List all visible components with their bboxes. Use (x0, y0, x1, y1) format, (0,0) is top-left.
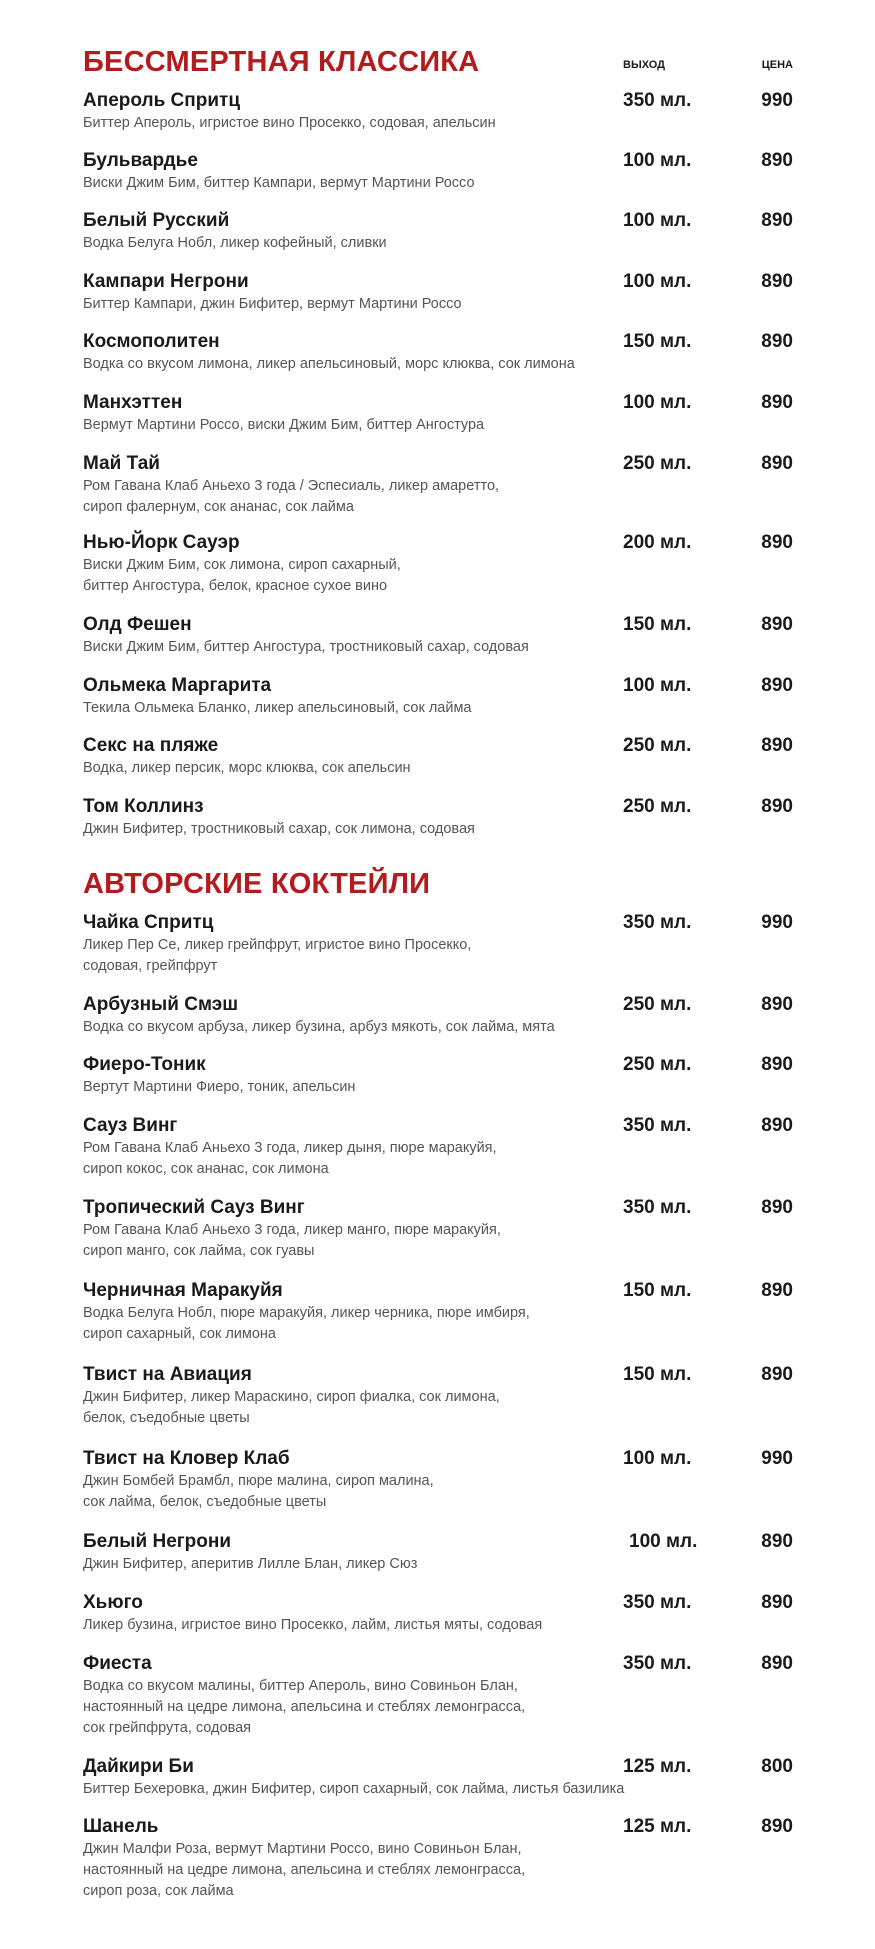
item-description: Вертут Мартини Фиеро, тоник, апельсин (83, 1079, 356, 1095)
item-price: 890 (761, 735, 793, 756)
item-description: Водка со вкусом лимона, ликер апельсиновый, морс клюква, сок лимона (83, 356, 575, 372)
item-price: 890 (761, 453, 793, 474)
item-price: 890 (761, 1592, 793, 1613)
item-price: 890 (761, 1364, 793, 1385)
menu-item (83, 674, 793, 719)
item-volume: 250 мл. (623, 1054, 692, 1075)
item-price: 800 (761, 1756, 793, 1777)
item-name: Манхэттен (83, 392, 183, 413)
item-price: 890 (761, 994, 793, 1015)
item-volume: 100 мл. (623, 271, 692, 292)
item-price: 890 (761, 614, 793, 635)
item-name: Фиеро-Тоник (83, 1054, 206, 1075)
item-description: Водка Белуга Нобл, ликер кофейный, сливки (83, 235, 387, 251)
item-name: Нью-Йорк Сауэр (83, 532, 240, 553)
menu-item (83, 270, 793, 315)
item-description: Биттер Бехеровка, джин Бифитер, сироп сахарный, сок лайма, листья базилика (83, 1781, 625, 1797)
item-description: Ром Гавана Клаб Аньехо 3 года, ликер манго, пюре маракуйя, сироп манго, сок лайма, сок гуавы (83, 1222, 501, 1259)
menu-item (83, 1815, 793, 1902)
menu-item (83, 1053, 793, 1098)
item-name: Май Тай (83, 453, 160, 474)
menu-item (83, 911, 793, 977)
item-description: Виски Джим Бим, сок лимона, сироп сахарный, биттер Ангостура, белок, красное сухое вино (83, 557, 401, 594)
item-name: Сауз Винг (83, 1115, 178, 1136)
section-signature (83, 866, 793, 1899)
item-volume: 150 мл. (623, 331, 692, 352)
item-name: Кампари Негрони (83, 271, 249, 292)
section-title: АВТОРСКИЕ КОКТЕЙЛИ (83, 868, 431, 900)
item-description: Ром Гавана Клаб Аньехо 3 года, ликер дыня, пюре маракуйя, сироп кокос, сок ананас, сок лимона (83, 1140, 497, 1177)
item-volume: 150 мл. (623, 1364, 692, 1385)
section-title: БЕССМЕРТНАЯ КЛАССИКА (83, 46, 480, 78)
item-name: Твист на Кловер Клаб (83, 1448, 290, 1469)
item-description: Текила Ольмека Бланко, ликер апельсиновый, сок лайма (83, 700, 472, 716)
menu-item (83, 734, 793, 779)
column-price-label: ЦЕНА (761, 59, 793, 71)
item-name: Том Коллинз (83, 796, 204, 817)
item-description: Виски Джим Бим, биттер Ангостура, тростниковый сахар, содовая (83, 639, 529, 655)
item-volume: 350 мл. (623, 1592, 692, 1613)
item-volume: 125 мл. (623, 1816, 692, 1837)
item-volume: 100 мл. (623, 392, 692, 413)
item-price: 890 (761, 796, 793, 817)
item-description: Джин Малфи Роза, вермут Мартини Россо, вино Совиньон Блан, настоянный на цедре лимона, апельсина и стеблях лемонграсса, сироп роза, сок лайма (83, 1841, 526, 1899)
item-price: 890 (761, 1816, 793, 1837)
item-name: Белый Русский (83, 210, 230, 231)
item-description: Биттер Кампари, джин Бифитер, вермут Мартини Россо (83, 296, 462, 312)
item-price: 890 (761, 331, 793, 352)
section-classic (83, 44, 793, 837)
column-volume-label: ВЫХОД (623, 59, 666, 71)
item-volume: 250 мл. (623, 453, 692, 474)
item-description: Биттер Апероль, игристое вино Просекко, содовая, апельсин (83, 115, 496, 131)
item-volume: 100 мл. (623, 150, 692, 171)
menu-item (83, 1196, 793, 1262)
item-price: 890 (761, 210, 793, 231)
item-description: Вермут Мартини Россо, виски Джим Бим, биттер Ангостура (83, 417, 485, 433)
menu-item (83, 531, 793, 597)
item-name: Белый Негрони (83, 1531, 232, 1552)
menu-item (83, 1530, 793, 1575)
item-name: Бульвардье (83, 150, 198, 171)
menu-item (83, 1447, 793, 1513)
item-price: 890 (761, 532, 793, 553)
item-price: 890 (761, 1054, 793, 1075)
item-name: Дайкири Би (83, 1756, 194, 1777)
item-name: Ольмека Маргарита (83, 675, 272, 696)
item-name: Фиеста (83, 1653, 152, 1674)
item-description: Водка со вкусом арбуза, ликер бузина, арбуз мякоть, сок лайма, мята (83, 1019, 555, 1035)
menu-item (83, 1652, 793, 1739)
item-price: 890 (761, 392, 793, 413)
item-price: 890 (761, 1653, 793, 1674)
item-price: 890 (761, 1197, 793, 1218)
item-description: Джин Бифитер, ликер Мараскино, сироп фиалка, сок лимона, белок, съедобные цветы (83, 1389, 500, 1426)
item-volume: 150 мл. (623, 614, 692, 635)
item-volume: 350 мл. (623, 90, 692, 111)
menu-item (83, 149, 793, 194)
menu-item (83, 209, 793, 254)
item-description: Виски Джим Бим, биттер Кампари, вермут Мартини Россо (83, 175, 475, 191)
item-volume: 350 мл. (623, 1115, 692, 1136)
item-volume: 250 мл. (623, 735, 692, 756)
item-price: 890 (761, 1115, 793, 1136)
item-name: Апероль Спритц (83, 90, 241, 111)
item-name: Твист на Авиация (83, 1364, 252, 1385)
item-description: Джин Бифитер, тростниковый сахар, сок лимона, содовая (83, 821, 475, 837)
item-price: 890 (761, 271, 793, 292)
item-description: Ром Гавана Клаб Аньехо 3 года / Эспесиаль, ликер амаретто, сироп фалернум, сок ананас, сок лайма (83, 478, 500, 515)
item-price: 990 (761, 1448, 793, 1469)
section-header (83, 866, 793, 906)
menu-item (83, 330, 793, 375)
item-description: Джин Бифитер, аперитив Лилле Блан, ликер Сюз (83, 1556, 418, 1572)
item-name: Чайка Спритц (83, 912, 214, 933)
item-volume: 200 мл. (623, 532, 692, 553)
item-name: Черничная Маракуйя (83, 1280, 283, 1301)
item-name: Секс на пляже (83, 735, 219, 756)
menu-item (83, 795, 793, 840)
item-description: Ликер бузина, игристое вино Просекко, лайм, листья мяты, содовая (83, 1617, 543, 1633)
menu-item (83, 1591, 793, 1636)
item-name: Олд Фешен (83, 614, 192, 635)
menu-item (83, 1755, 793, 1800)
item-description: Водка Белуга Нобл, пюре маракуйя, ликер черника, пюре имбиря, сироп сахарный, сок лимона (83, 1305, 530, 1342)
item-volume: 350 мл. (623, 1197, 692, 1218)
section-header (83, 44, 793, 84)
item-volume: 250 мл. (623, 796, 692, 817)
item-description: Ликер Пер Се, ликер грейпфрут, игристое вино Просекко, содовая, грейпфрут (83, 937, 472, 974)
menu-item (83, 993, 793, 1038)
item-description: Водка, ликер персик, морс клюква, сок апельсин (83, 760, 411, 776)
item-volume: 100 мл. (623, 675, 692, 696)
item-volume: 100 мл. (623, 210, 692, 231)
menu-item (83, 89, 793, 134)
item-name: Арбузный Смэш (83, 994, 239, 1015)
item-price: 890 (761, 1280, 793, 1301)
item-price: 990 (761, 90, 793, 111)
item-volume: 350 мл. (623, 912, 692, 933)
item-price: 890 (761, 1531, 793, 1552)
item-price: 890 (761, 675, 793, 696)
item-description: Водка со вкусом малины, биттер Апероль, вино Совиньон Блан, настоянный на цедре лимона, апельсина и стеблях лемонграсса, сок грейпфрута, содовая (83, 1678, 526, 1736)
item-price: 990 (761, 912, 793, 933)
item-name: Шанель (83, 1816, 159, 1837)
item-volume: 150 мл. (623, 1280, 692, 1301)
item-name: Космополитен (83, 331, 220, 352)
item-price: 890 (761, 150, 793, 171)
menu-item (83, 391, 793, 436)
menu-item (83, 1279, 793, 1345)
item-volume: 250 мл. (623, 994, 692, 1015)
item-volume: 350 мл. (623, 1653, 692, 1674)
menu-item (83, 1363, 793, 1429)
item-volume: 125 мл. (623, 1756, 692, 1777)
item-name: Хьюго (83, 1592, 143, 1613)
menu-item (83, 452, 793, 518)
menu-item (83, 613, 793, 658)
item-volume: 100 мл. (629, 1531, 698, 1552)
item-description: Джин Бомбей Брамбл, пюре малина, сироп малина, сок лайма, белок, съедобные цветы (83, 1473, 434, 1510)
item-volume: 100 мл. (623, 1448, 692, 1469)
item-name: Тропический Сауз Винг (83, 1197, 305, 1218)
menu-item (83, 1114, 793, 1180)
